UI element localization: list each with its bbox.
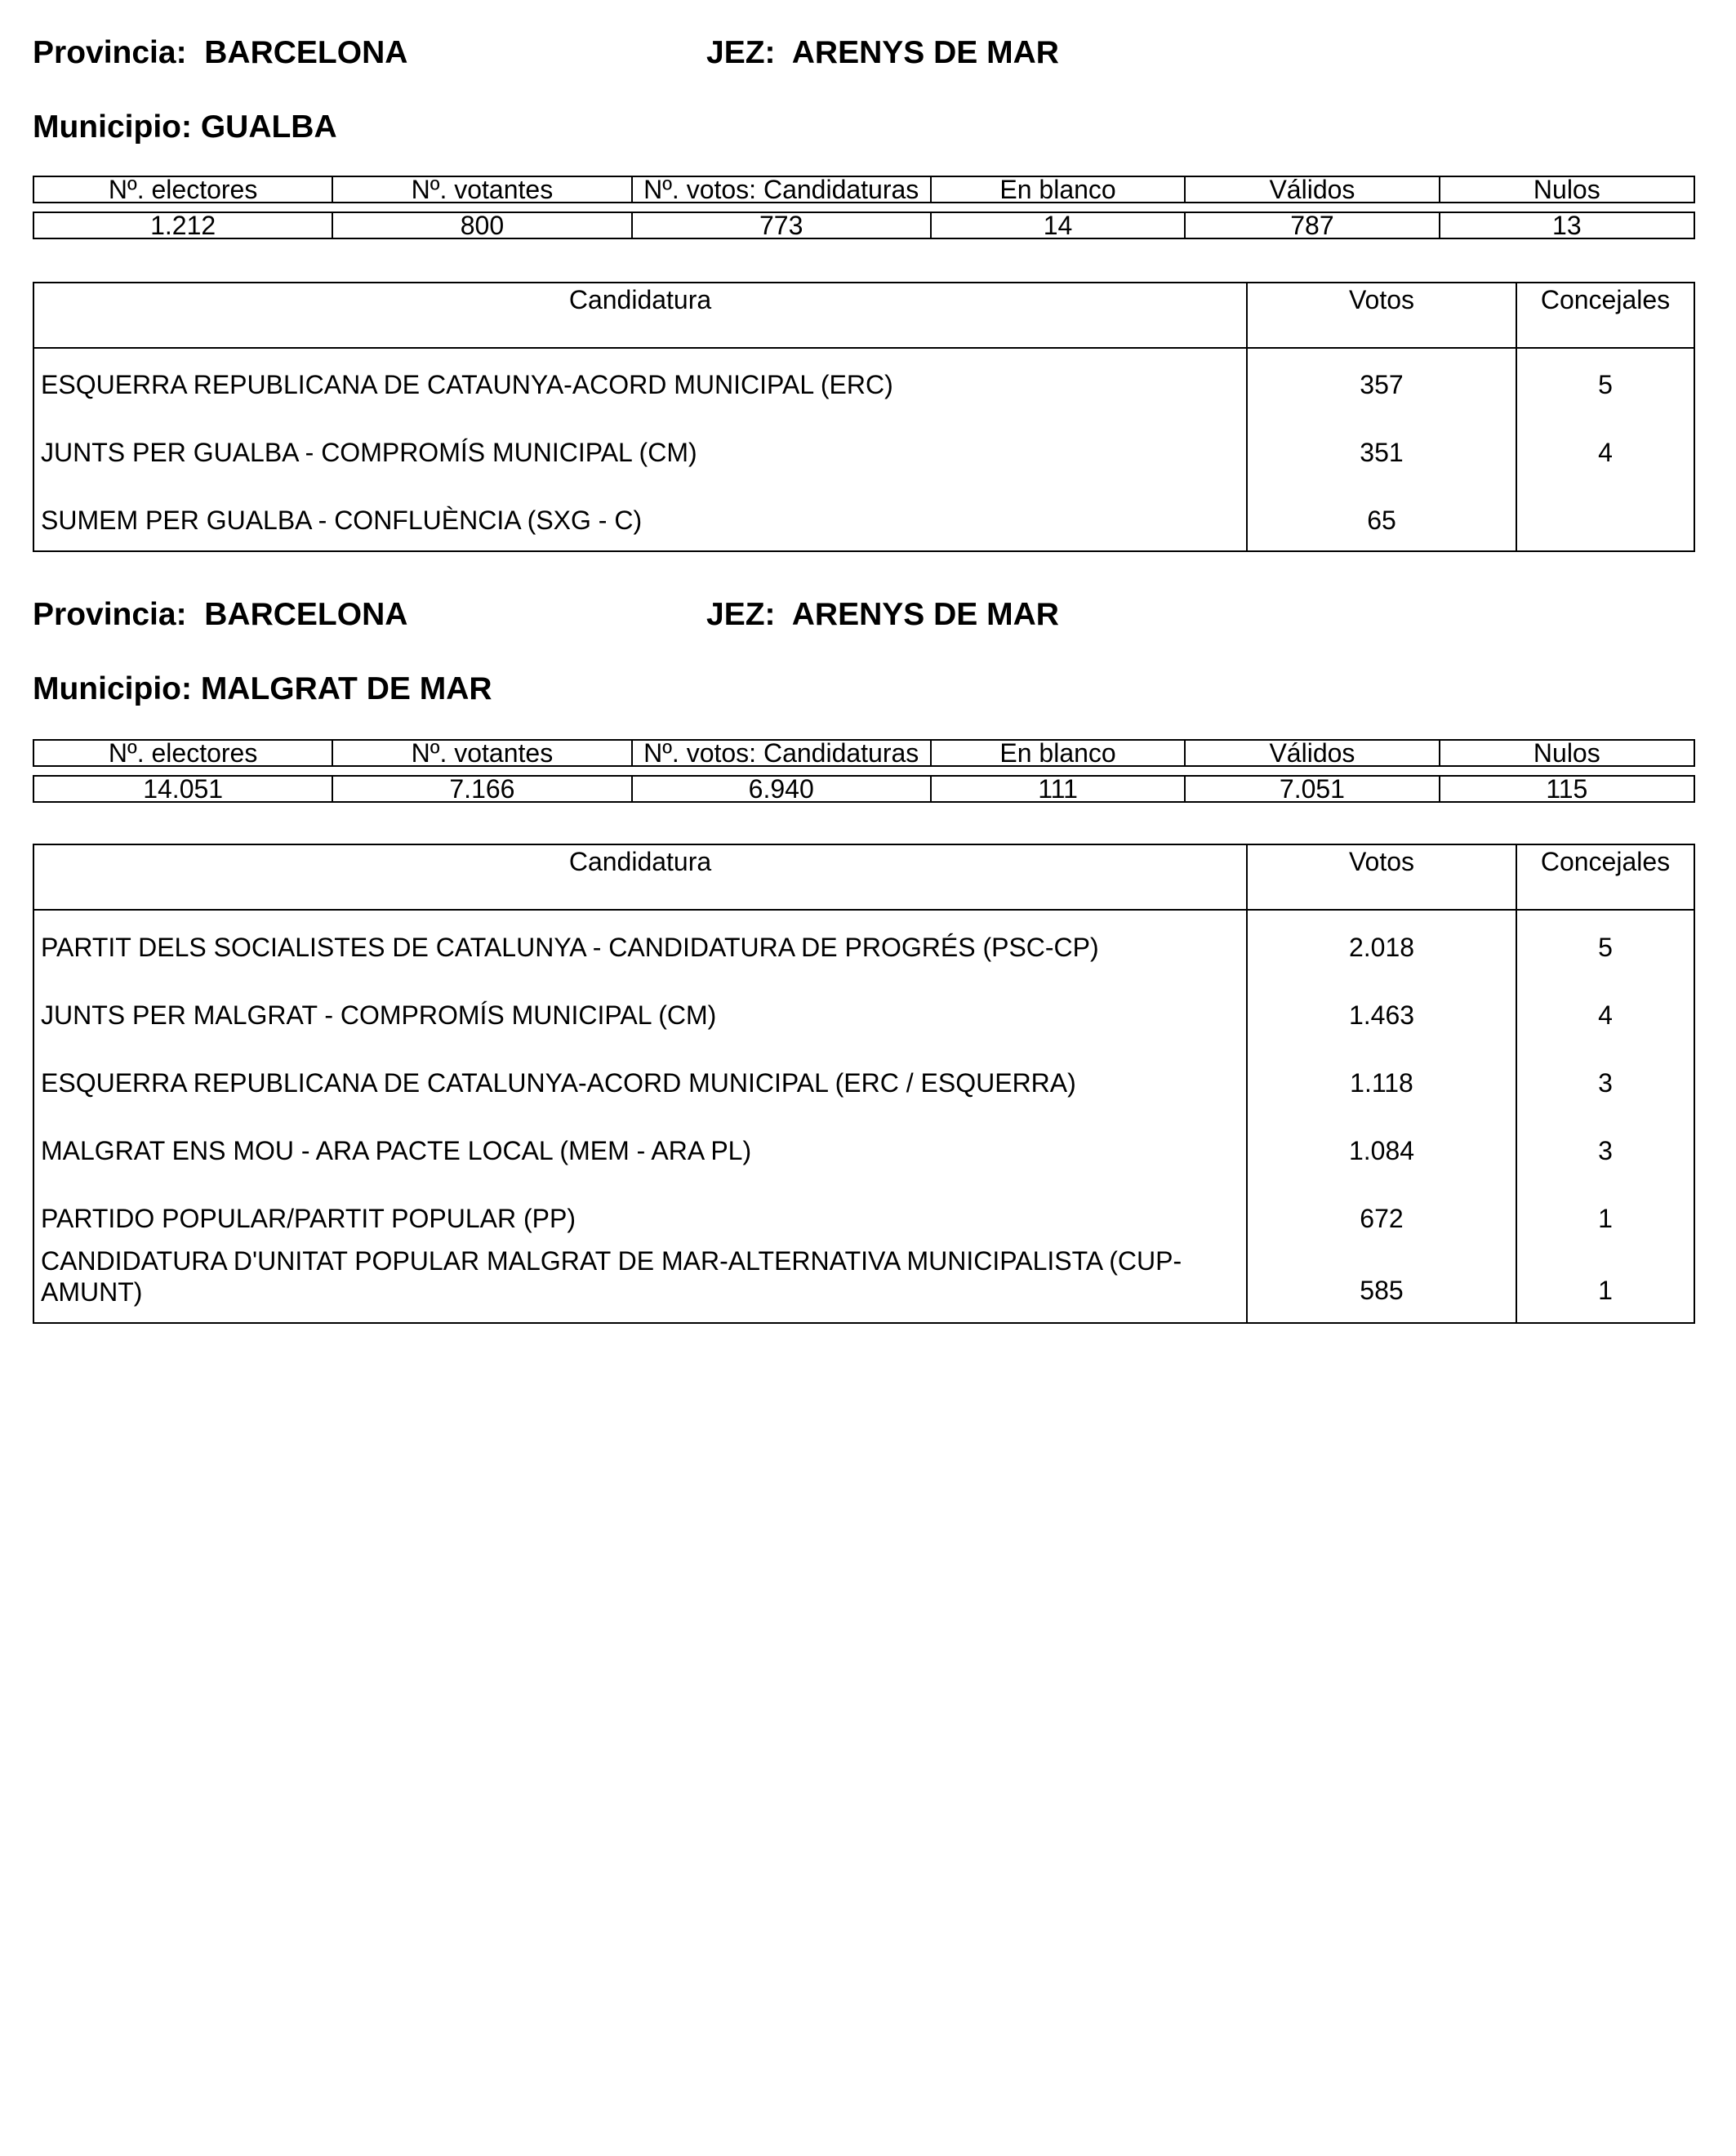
candidate-seats: 5 (1598, 933, 1613, 962)
municipio-heading (33, 673, 492, 705)
candidate-name: PARTIT DELS SOCIALISTES DE CATALUNYA - CANDIDATURA DE PROGRÉS (PSC-CP) (41, 933, 1099, 962)
candidates-table (33, 282, 1695, 552)
summary-value-nulos: 13 (1552, 213, 1582, 238)
municipio-value: GUALBA (200, 109, 337, 145)
municipio-label: Municipio: (33, 671, 192, 706)
jez-value: ARENYS DE MAR (791, 35, 1059, 70)
candidate-votes: 1.118 (1350, 1068, 1413, 1098)
candidate-votes: 585 (1360, 1276, 1404, 1305)
summary-header-votantes: Nº. votantes (333, 741, 632, 765)
jez-label: JEZ: (706, 597, 776, 632)
candidate-seats: 5 (1598, 370, 1613, 399)
summary-header-electores: Nº. electores (34, 177, 333, 202)
summary-value-validos: 787 (1186, 213, 1440, 238)
candidate-votes: 672 (1360, 1204, 1404, 1233)
summary-header-validos: Válidos (1186, 177, 1440, 202)
summary-header-electores: Nº. electores (34, 741, 333, 765)
candidate-votes: 357 (1360, 370, 1404, 399)
summary-header-votos-candidaturas: Nº. votos: Candidaturas (633, 741, 932, 765)
candidate-votes: 351 (1360, 438, 1404, 467)
municipio-heading (33, 111, 337, 143)
summary-header-votantes: Nº. votantes (333, 177, 632, 202)
summary-value-votantes: 7.166 (333, 777, 632, 801)
candidate-votes: 2.018 (1348, 933, 1415, 962)
summary-value-votantes: 800 (333, 213, 632, 238)
provincia-heading (33, 37, 407, 69)
header-concejales: Concejales (1540, 285, 1671, 314)
candidate-name: MALGRAT ENS MOU - ARA PACTE LOCAL (MEM - ARA PL) (41, 1136, 752, 1165)
summary-header-nulos: Nulos (1533, 741, 1600, 765)
candidate-votes: 1.084 (1348, 1136, 1415, 1165)
provincia-value: BARCELONA (204, 35, 408, 70)
summary-header-nulos: Nulos (1533, 177, 1600, 202)
candidates-header-row (34, 283, 1694, 349)
provincia-value: BARCELONA (204, 597, 408, 632)
provincia-heading (33, 599, 407, 630)
candidate-votes: 65 (1367, 506, 1396, 535)
summary-value-en-blanco: 111 (932, 777, 1186, 801)
summary-header-votos-candidaturas: Nº. votos: Candidaturas (633, 177, 932, 202)
summary-value-nulos: 115 (1546, 777, 1588, 801)
summary-header-row (33, 176, 1695, 203)
jez-value: ARENYS DE MAR (791, 597, 1059, 632)
summary-value-votos-candidaturas: 6.940 (633, 777, 932, 801)
summary-value-row (33, 775, 1695, 803)
summary-header-en-blanco: En blanco (932, 741, 1186, 765)
candidate-name: JUNTS PER GUALBA - COMPROMÍS MUNICIPAL (CM) (41, 438, 697, 467)
summary-value-row (33, 212, 1695, 239)
candidate-name: JUNTS PER MALGRAT - COMPROMÍS MUNICIPAL (CM) (41, 1000, 717, 1030)
header-votos: Votos (1348, 847, 1415, 876)
municipio-value: MALGRAT DE MAR (200, 671, 492, 706)
summary-value-votos-candidaturas: 773 (633, 213, 932, 238)
candidate-name: SUMEM PER GUALBA - CONFLUÈNCIA (SXG - C) (41, 506, 643, 535)
summary-value-electores: 1.212 (34, 213, 333, 238)
jez-heading (706, 37, 1059, 69)
candidate-seats: 4 (1598, 438, 1613, 467)
summary-header-en-blanco: En blanco (932, 177, 1186, 202)
candidates-table (33, 844, 1695, 1324)
candidate-seats: 4 (1598, 1000, 1613, 1030)
candidate-seats: 3 (1598, 1068, 1613, 1098)
provincia-label: Provincia: (33, 597, 187, 632)
header-votos: Votos (1348, 285, 1415, 314)
candidate-name: PARTIDO POPULAR/PARTIT POPULAR (PP) (41, 1204, 576, 1233)
provincia-label: Provincia: (33, 35, 187, 70)
candidate-name: ESQUERRA REPUBLICANA DE CATALUNYA-ACORD MUNICIPAL (ERC / ESQUERRA) (41, 1068, 1076, 1098)
candidate-seats: 1 (1598, 1276, 1613, 1305)
summary-value-electores: 14.051 (34, 777, 333, 801)
candidate-name: ESQUERRA REPUBLICANA DE CATAUNYA-ACORD MUNICIPAL (ERC) (41, 370, 893, 399)
jez-heading (706, 599, 1059, 630)
candidate-votes: 1.463 (1348, 1000, 1415, 1030)
header-candidatura: Candidatura (568, 285, 712, 314)
summary-value-en-blanco: 14 (932, 213, 1186, 238)
summary-header-validos: Válidos (1186, 741, 1440, 765)
candidate-seats: 3 (1598, 1136, 1613, 1165)
candidates-header-row (34, 845, 1694, 911)
summary-header-row (33, 739, 1695, 767)
jez-label: JEZ: (706, 35, 776, 70)
summary-value-validos: 7.051 (1186, 777, 1440, 801)
header-candidatura: Candidatura (568, 847, 712, 876)
candidate-seats: 1 (1598, 1204, 1613, 1233)
candidate-name: CANDIDATURA D'UNITAT POPULAR MALGRAT DE MAR-ALTERNATIVA MUNICIPALISTA (CUP-AMUNT) (41, 1246, 1182, 1307)
municipio-label: Municipio: (33, 109, 192, 145)
header-concejales: Concejales (1540, 847, 1671, 876)
